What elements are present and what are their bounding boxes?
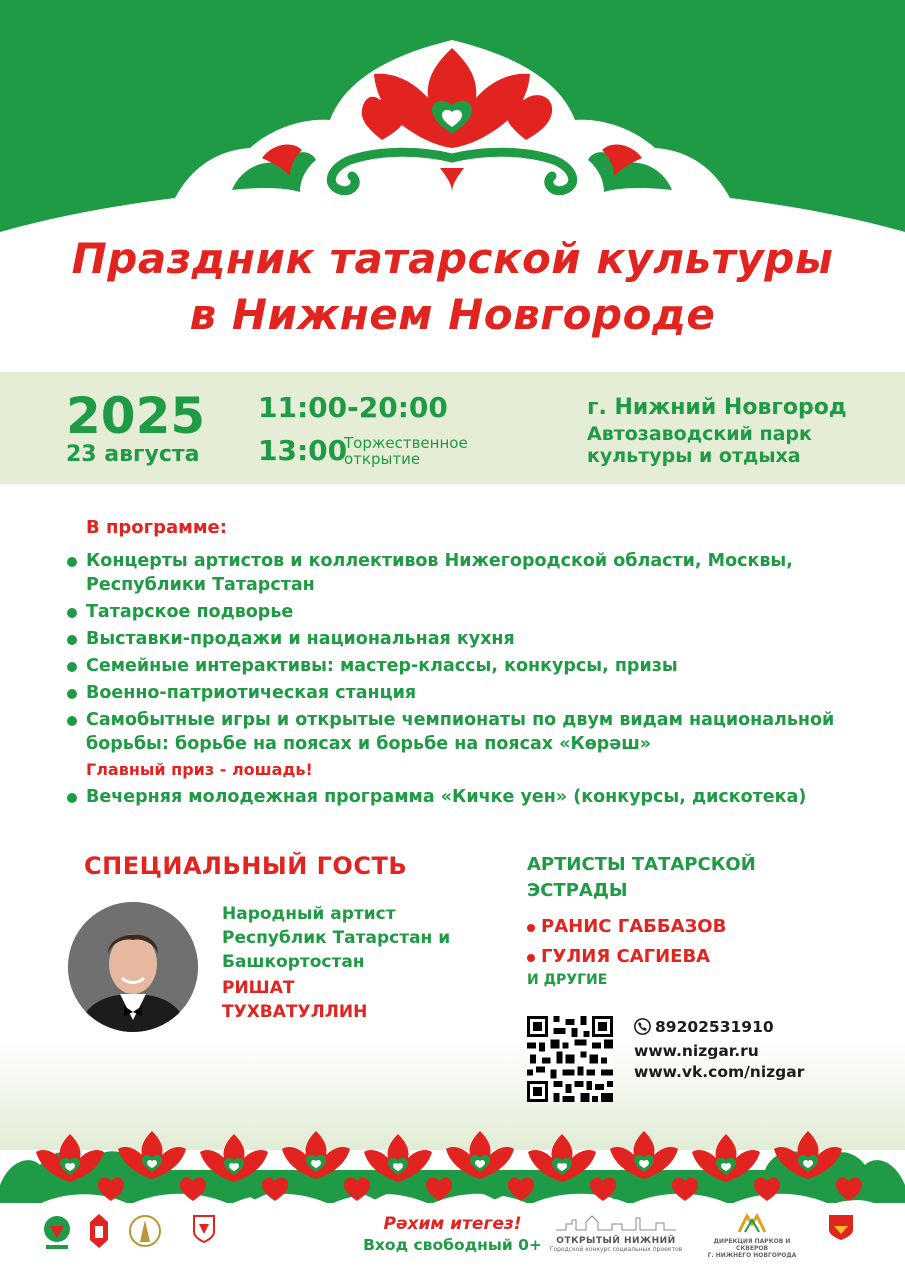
program-item-text: Выставки-продажи и национальная кухня bbox=[86, 629, 515, 649]
event-year: 2025 bbox=[66, 387, 206, 445]
artists-others: И ДРУГИЕ bbox=[527, 972, 608, 988]
bullet-icon bbox=[67, 557, 77, 567]
artist-name: РАНИС ГАББАЗОВ bbox=[541, 916, 727, 937]
phone-number: 89202531910 bbox=[655, 1018, 774, 1036]
artists-list bbox=[527, 912, 726, 972]
city-skyline-icon bbox=[556, 1214, 676, 1232]
vk-link[interactable]: www.vk.com/nizgar bbox=[634, 1063, 805, 1081]
bullet-icon bbox=[67, 716, 77, 726]
website-link[interactable]: www.nizgar.ru bbox=[634, 1042, 759, 1060]
emblem-icon bbox=[128, 1214, 162, 1250]
artists-title: АРТИСТЫ ТАТАРСКОЙ ЭСТРАДЫ bbox=[527, 854, 756, 901]
bullet-icon bbox=[527, 924, 535, 932]
bullet-icon bbox=[67, 608, 77, 618]
opening-time: 13:00 bbox=[258, 434, 348, 467]
program-item bbox=[66, 600, 866, 624]
guest-description: Народный артист Республик Татарстан и Башкортостан bbox=[222, 904, 451, 972]
program-title: В программе: bbox=[86, 517, 227, 538]
program-item-text: Татарское подворье bbox=[86, 602, 294, 622]
special-guest-title: СПЕЦИАЛЬНЫЙ ГОСТЬ bbox=[84, 852, 408, 880]
program-list bbox=[66, 549, 866, 812]
partner-parks-directorate bbox=[700, 1212, 804, 1259]
qr-code-icon[interactable] bbox=[527, 1016, 613, 1102]
partner-name: ДИРЕКЦИЯ ПАРКОВ И СКВЕРОВ bbox=[713, 1238, 791, 1252]
event-venue: Автозаводский парк культуры и отдыха bbox=[587, 423, 812, 467]
district-arms-icon bbox=[826, 1212, 856, 1242]
welcome-text: Рәхим итегез! bbox=[383, 1214, 522, 1234]
partner-name: ОТКРЫТЫЙ НИЖНИЙ bbox=[556, 1236, 676, 1246]
guest-portrait-icon bbox=[68, 902, 198, 1032]
event-hours: 11:00-20:00 bbox=[258, 391, 448, 424]
top-ornament bbox=[0, 0, 905, 260]
event-title-line-1: Праздник татарской культуры bbox=[71, 234, 834, 283]
program-item bbox=[66, 785, 866, 809]
partner-subtitle: Городской конкурс социальных проектов bbox=[549, 1246, 683, 1253]
coat-of-arms-icon bbox=[84, 1212, 114, 1252]
program-item bbox=[66, 681, 866, 705]
parks-logo-icon bbox=[737, 1212, 767, 1234]
partner-open-nizhny bbox=[548, 1214, 684, 1253]
free-entry-text: Вход свободный 0+ bbox=[363, 1236, 542, 1254]
guest-photo bbox=[68, 902, 198, 1032]
guest-name: РИШАТ ТУХВАТУЛЛИН bbox=[222, 978, 368, 1022]
program-item bbox=[66, 627, 866, 651]
bullet-icon bbox=[67, 662, 77, 672]
contact-phone[interactable] bbox=[634, 1018, 774, 1036]
artist-item bbox=[527, 942, 726, 972]
opening-label: Торжественное открытие bbox=[344, 434, 468, 468]
bullet-icon bbox=[67, 689, 77, 699]
bullet-icon bbox=[527, 954, 535, 962]
partner-logo-icon bbox=[40, 1214, 74, 1252]
program-item bbox=[66, 549, 866, 597]
event-title-line-2: в Нижнем Новгороде bbox=[189, 290, 716, 339]
phone-icon bbox=[634, 1018, 651, 1035]
partner-name: Г. НИЖНЕГО НОВГОРОДА bbox=[707, 1252, 797, 1259]
program-item-text: Вечерняя молодежная программа «Кичке уен» (конкурсы, дискотека) bbox=[86, 787, 807, 807]
program-item bbox=[66, 654, 866, 678]
program-item-text: Концерты артистов и коллективов Нижегородской области, Москвы, Республики Татарстан bbox=[86, 551, 793, 595]
main-prize-note: Главный приз - лошадь! bbox=[86, 760, 313, 779]
artist-name: ГУЛИЯ САГИЕВА bbox=[541, 946, 711, 967]
city-arms-icon bbox=[192, 1214, 216, 1244]
bullet-icon bbox=[67, 635, 77, 645]
event-city: г. Нижний Новгород bbox=[587, 395, 847, 420]
event-date: 23 августа bbox=[66, 442, 200, 467]
program-item-text: Семейные интерактивы: мастер-классы, конкурсы, призы bbox=[86, 656, 678, 676]
program-item-text: Самобытные игры и открытые чемпионаты по двум видам национальной борьбы: борьбе на поясах и борьбе на поясах «Көрәш» bbox=[86, 710, 835, 754]
bullet-icon bbox=[67, 793, 77, 803]
program-item bbox=[66, 708, 866, 782]
artist-item bbox=[527, 912, 726, 942]
program-item-text: Военно-патриотическая станция bbox=[86, 683, 417, 703]
